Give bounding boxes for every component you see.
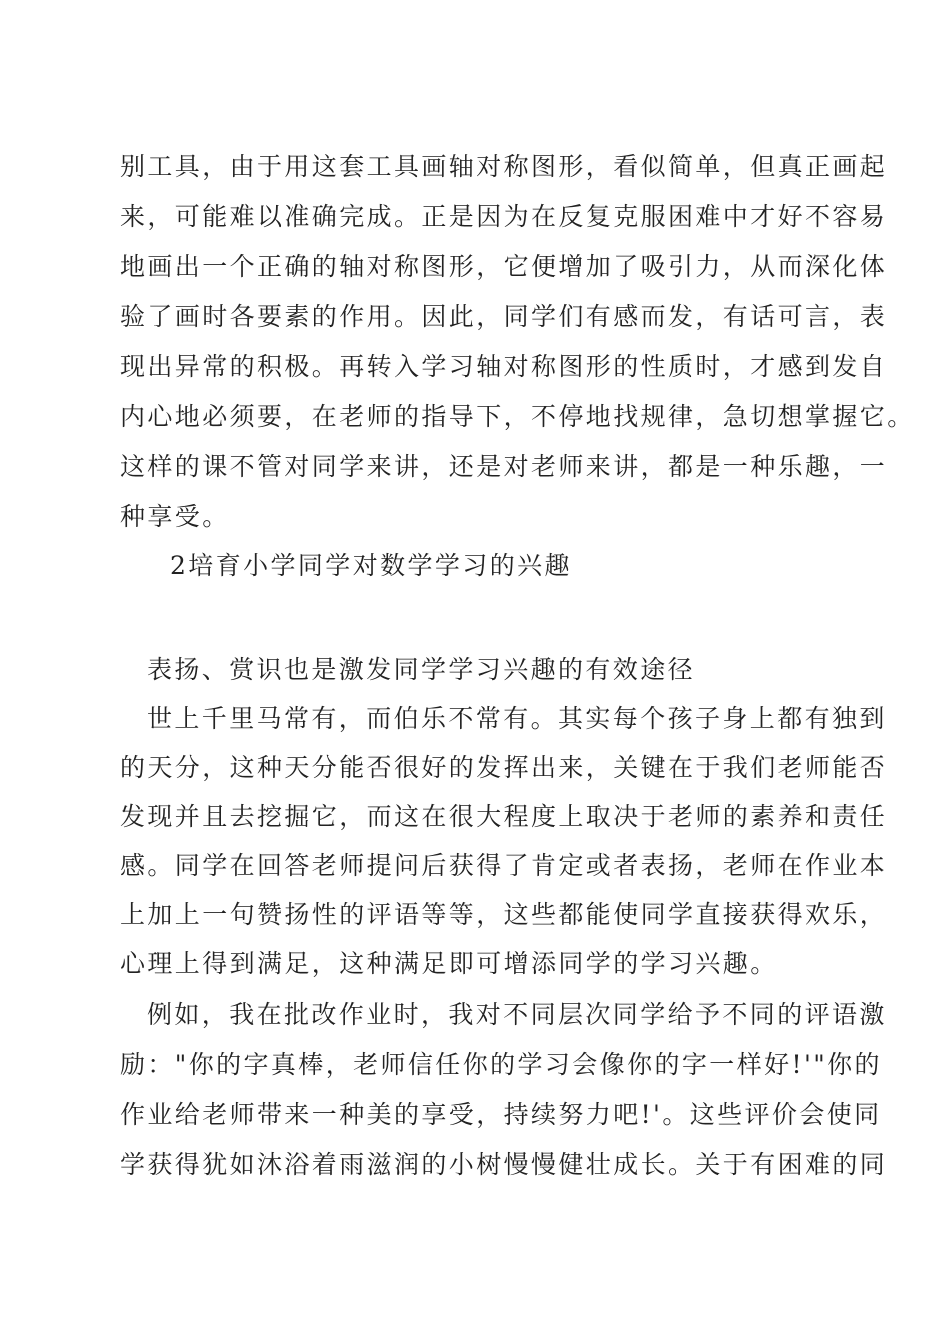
body-text-line: 学获得犹如沐浴着雨滋润的小树慢慢健壮成长。关于有困难的同 <box>120 1150 888 1179</box>
body-text-line: 种享受。 <box>120 502 230 531</box>
body-text-line: 上加上一句赞扬性的评语等等，这些都能使同学直接获得欢乐， <box>120 900 888 929</box>
body-text-line: 心理上得到满足，这种满足即可增添同学的学习兴趣。 <box>120 949 778 978</box>
body-text-line: 这样的课不管对同学来讲，还是对老师来讲，都是一种乐趣，一 <box>120 452 888 481</box>
body-text-line: 世上千里马常有，而伯乐不常有。其实每个孩子身上都有独到 <box>147 704 887 733</box>
body-text-line: 发现并且去挖掘它，而这在很大程度上取决于老师的素养和责任 <box>120 802 888 831</box>
body-text-line: 地画出一个正确的轴对称图形，它便增加了吸引力，从而深化体 <box>120 252 888 281</box>
body-text-line: 验了画时各要素的作用。因此，同学们有感而发，有话可言，表 <box>120 302 888 331</box>
body-text-line: 励："你的字真棒，老师信任你的学习会像你的字一样好!'"你的 <box>120 1050 882 1079</box>
body-text-line: 例如，我在批改作业时，我对不同层次同学给予不同的评语激 <box>147 1000 887 1029</box>
section-heading: 2培育小学同学对数学学习的兴趣 <box>170 551 572 580</box>
body-text-line: 感。同学在回答老师提问后获得了肯定或者表扬，老师在作业本 <box>120 851 888 880</box>
body-text-line: 作业给老师带来一种美的享受，持续努力吧!'。这些评价会使同 <box>120 1100 882 1129</box>
body-text-line: 现出异常的积极。再转入学习轴对称图形的性质时，才感到发自 <box>120 352 888 381</box>
body-text-line: 别工具，由于用这套工具画轴对称图形，看似简单，但真正画起 <box>120 152 888 181</box>
body-text-line: 来，可能难以准确完成。正是因为在反复克服困难中才好不容易 <box>120 202 888 231</box>
body-text-line: 内心地必须要，在老师的指导下，不停地找规律，急切想掌握它。 <box>120 402 915 431</box>
body-text-line: 的天分，这种天分能否很好的发挥出来，关键在于我们老师能否 <box>120 753 888 782</box>
subheading: 表扬、赏识也是激发同学学习兴趣的有效途径 <box>147 655 696 684</box>
